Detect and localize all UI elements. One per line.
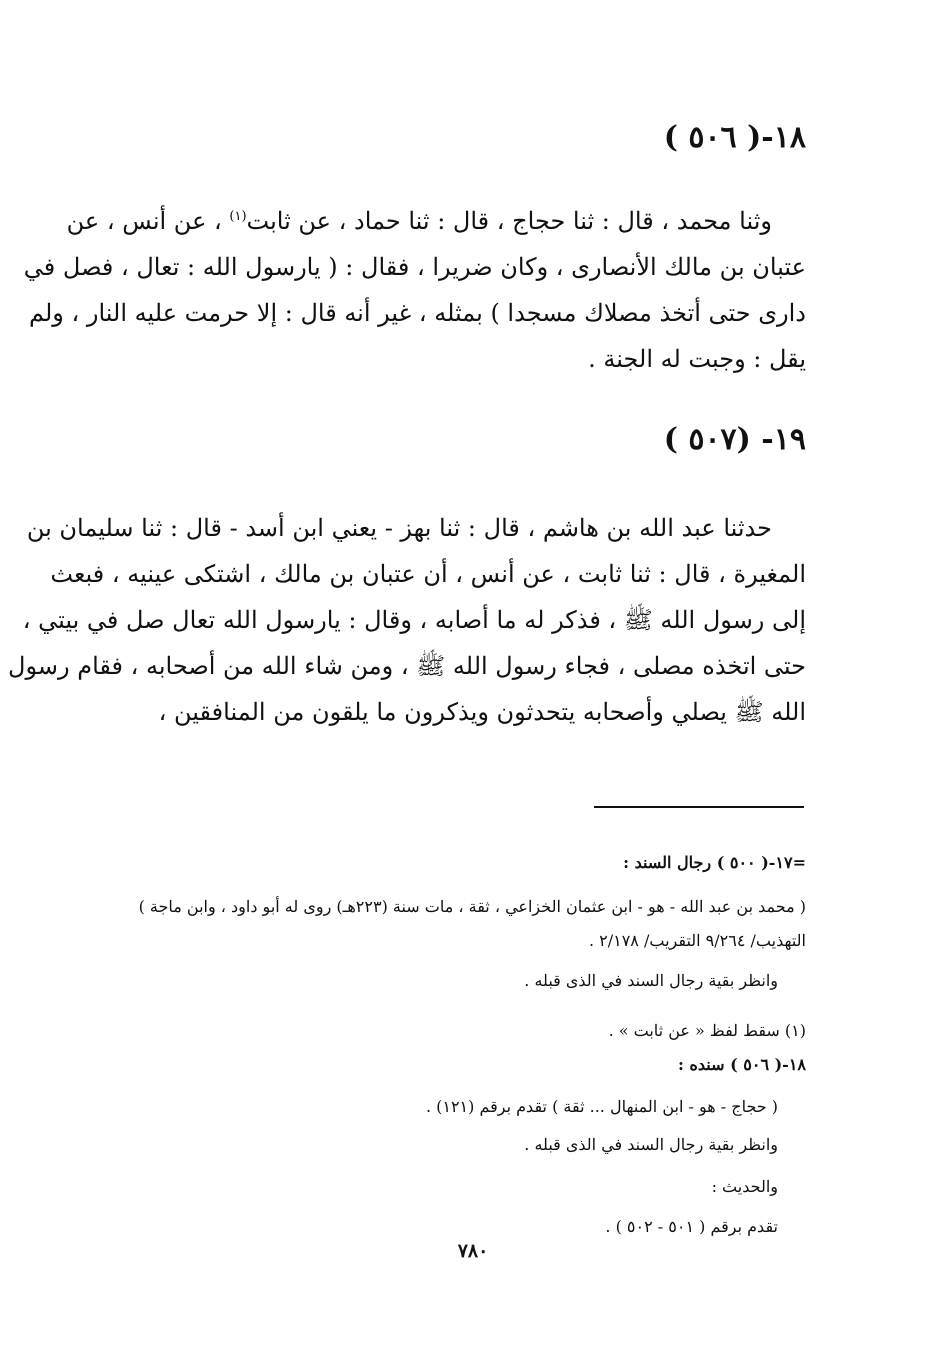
hadith-19-heading: ١٩- (٥٠٧ ): [663, 422, 806, 457]
hadith-18-line-2: عتبان بن مالك الأنصارى ، وكان ضريرا ، فقال : ( يارسول الله : تعال ، فصل في: [23, 253, 806, 281]
hadith-19-line-3: إلى رسول الله ﷺ ، فذكر له ما أصابه ، وقال : يارسول الله تعال صل في بيتي ،: [22, 606, 806, 634]
hadith-18-line-4: يقل : وجبت له الجنة .: [588, 345, 806, 373]
footnote-18-see-also: وانظر بقية رجال السند في الذى قبله .: [524, 1135, 778, 1154]
footnote-17-see-also: وانظر بقية رجال السند في الذى قبله .: [524, 971, 778, 990]
footnote-18-hadith-label: والحديث :: [711, 1177, 778, 1196]
footnote-1: (١) سقط لفظ « عن ثابت » .: [608, 1021, 806, 1040]
hadith-18-heading: ١٨-( ٥٠٦ ): [663, 120, 806, 155]
hadith-19-text: [8, 505, 806, 735]
footnote-separator: [594, 806, 804, 808]
hadith-19-line-2: المغيرة ، قال : ثنا ثابت ، عن أنس ، أن عتبان بن مالك ، اشتكى عينيه ، فبعث: [50, 560, 806, 588]
hadith-18-line-3: دارى حتى أتخذ مصلاك مسجدا ) بمثله ، غير أنه قال : إلا حرمت عليه النار ، ولم: [29, 299, 806, 327]
hadith-19-line-4: حتى اتخذه مصلى ، فجاء رسول الله ﷺ ، ومن شاء الله من أصحابه ، فقام رسول: [8, 652, 806, 680]
hadith-19-line-5: الله ﷺ يصلي وأصحابه يتحدثون ويذكرون ما يلقون من المنافقين ،: [158, 698, 806, 726]
footnote-marker: (١): [229, 209, 247, 224]
hadith-18-text: [23, 198, 806, 382]
footnote-17-references: التهذيب/ ٩/٢٦٤ التقريب/ ٢/١٧٨ .: [588, 931, 806, 950]
footnote-18-heading: ١٨-( ٥٠٦ ) سنده :: [678, 1055, 806, 1074]
footnote-17-heading: =١٧-( ٥٠٠ ) رجال السند :: [623, 853, 806, 872]
hadith-18-line-1: وثنا محمد ، قال : ثنا حجاج ، قال : ثنا حماد ، عن ثابت$^{(١)}$ ، عن أنس ، عن: [66, 207, 772, 235]
footnote-17-narrator: ( محمد بن عبد الله - هو - ابن عثمان الخزاعي ، ثقة ، مات سنة (٢٢٣هـ) روى له أبو داود ، وابن ماجة ): [138, 897, 806, 916]
footnote-18-narrator: ( حجاج - هو - ابن المنهال ... ثقة ) تقدم برقم (١٢١) .: [425, 1097, 778, 1116]
hadith-19-line-1: حدثنا عبد الله بن هاشم ، قال : ثنا بهز - يعني ابن أسد - قال : ثنا سليمان بن: [26, 514, 772, 542]
page-number: ٧٨٠: [457, 1240, 489, 1262]
footnote-18-cross-reference: تقدم برقم ( ٥٠١ - ٥٠٢ ) .: [605, 1217, 778, 1236]
